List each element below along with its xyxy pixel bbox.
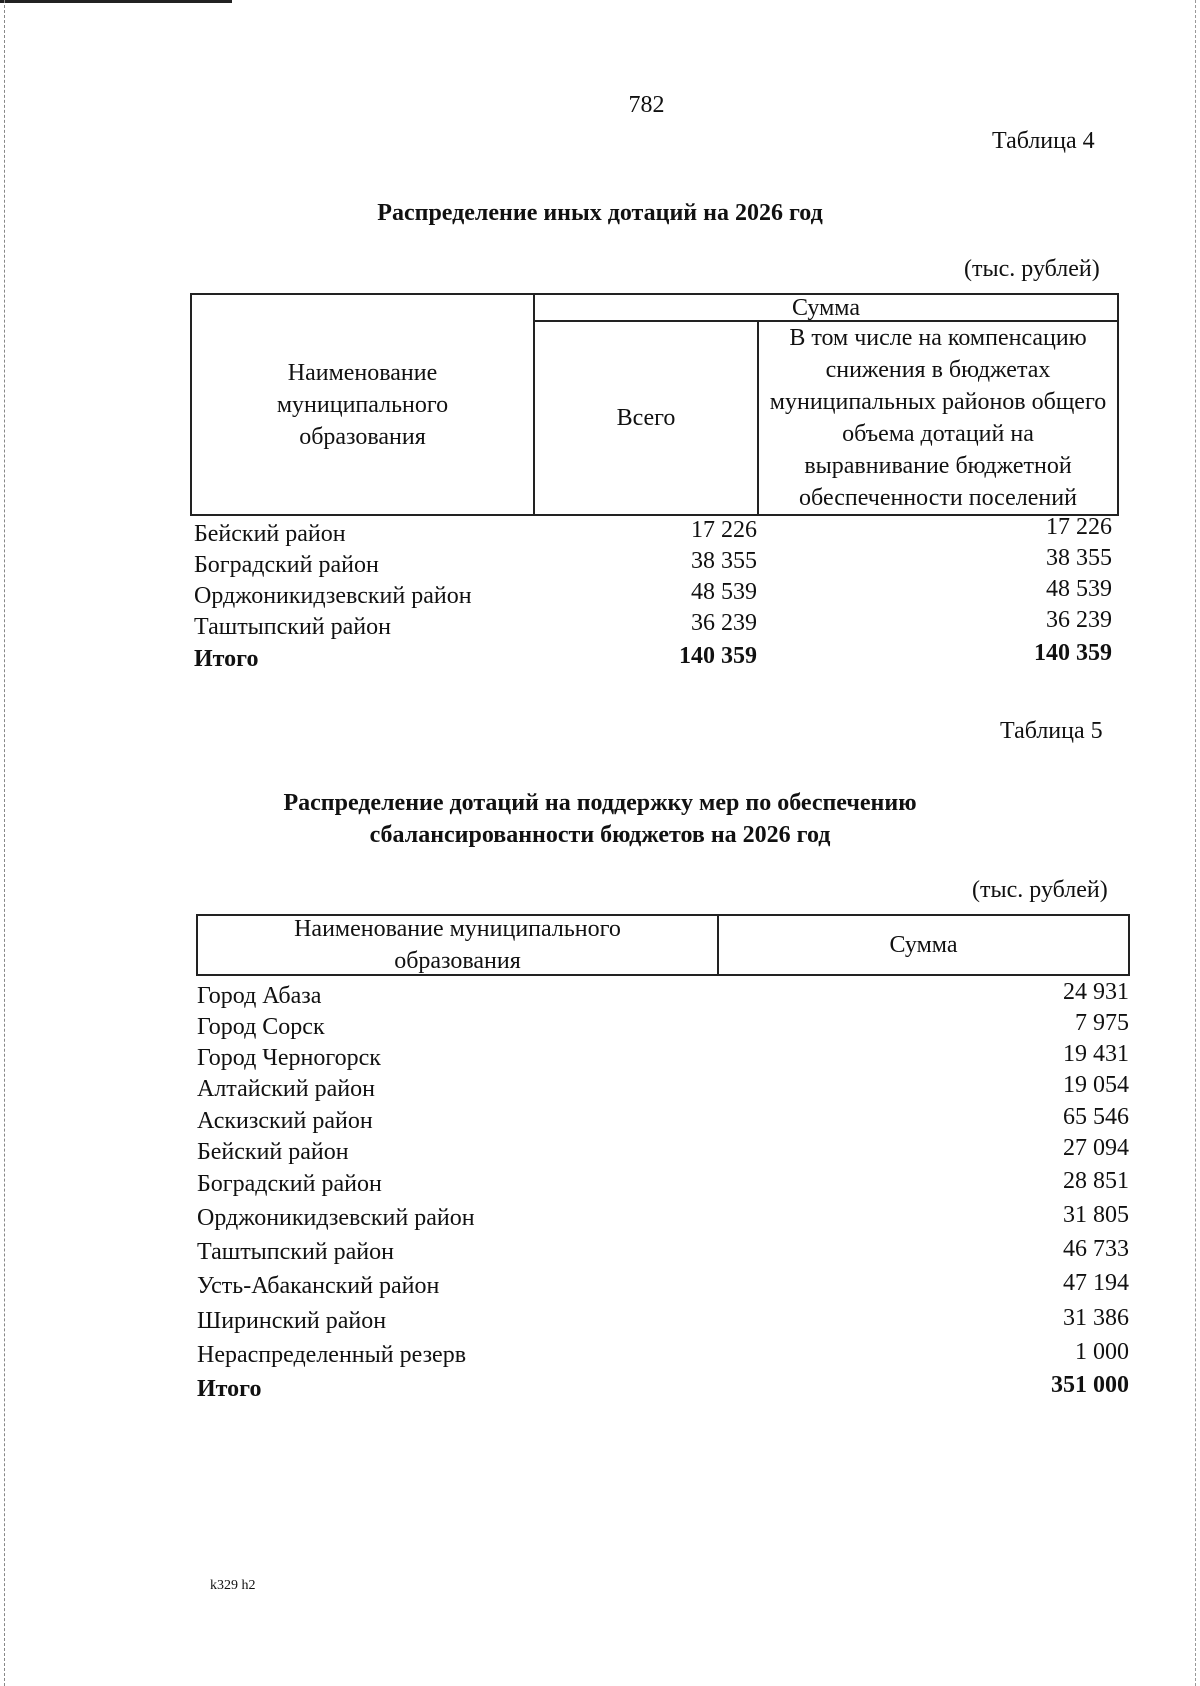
table4-units: (тыс. рублей) [964, 256, 1100, 282]
row-compensation: 48 539 [1046, 576, 1112, 602]
table5-col-name: Наименование муниципального образования [294, 916, 621, 974]
row-sum: 7 975 [1075, 1010, 1129, 1036]
row-total: 17 226 [691, 517, 757, 543]
row-name: Усть-Абаканский район [197, 1273, 440, 1299]
table4-col-compensation: В том числе на компенсацию снижения в бюджетах муниципальных районов общего объема дотаций на выравнивание бюджетной обеспеченности поселений [769, 325, 1107, 511]
row-name: Итого [197, 1376, 262, 1402]
row-sum: 31 386 [1063, 1305, 1129, 1331]
row-sum: 46 733 [1063, 1236, 1129, 1262]
row-name: Боградский район [194, 552, 379, 578]
row-name: Боградский район [197, 1171, 382, 1197]
row-sum: 27 094 [1063, 1135, 1129, 1161]
table5-title-line1: Распределение дотаций на поддержку мер по обеспечению [283, 790, 917, 816]
row-name: Таштыпский район [194, 614, 391, 640]
row-sum: 65 546 [1063, 1104, 1129, 1130]
row-sum: 351 000 [1051, 1372, 1129, 1398]
row-sum: 19 431 [1063, 1041, 1129, 1067]
row-name: Бейский район [194, 521, 346, 547]
row-name: Итого [194, 646, 259, 672]
table4-label: Таблица 4 [992, 128, 1095, 154]
table4-col-name: Наименование муниципального образования [276, 359, 449, 450]
row-name: Аскизский район [197, 1108, 373, 1134]
row-total: 48 539 [691, 579, 757, 605]
row-sum: 24 931 [1063, 979, 1129, 1005]
row-name: Город Сорск [197, 1014, 325, 1040]
footer-code: k329 h2 [210, 1578, 256, 1593]
row-name: Нераспределенный резерв [197, 1342, 467, 1368]
row-total: 38 355 [691, 548, 757, 574]
page-number: 782 [628, 92, 665, 118]
row-name: Таштыпский район [197, 1239, 394, 1265]
table4-col-total: Всего [616, 405, 676, 431]
row-total: 140 359 [679, 643, 757, 669]
table5-units: (тыс. рублей) [972, 877, 1108, 903]
table5-col-sum: Сумма [889, 932, 958, 958]
row-name: Город Абаза [197, 983, 322, 1009]
row-compensation: 36 239 [1046, 607, 1112, 633]
table4-title: Распределение иных дотаций на 2026 год [377, 200, 823, 226]
table5-title-line2: сбалансированности бюджетов на 2026 год [369, 822, 831, 848]
scan-border-top [0, 0, 232, 3]
table5-label: Таблица 5 [1000, 718, 1103, 744]
row-sum: 31 805 [1063, 1202, 1129, 1228]
row-compensation: 17 226 [1046, 514, 1112, 540]
row-name: Орджоникидзевский район [197, 1205, 475, 1231]
row-name: Бейский район [197, 1139, 349, 1165]
row-sum: 19 054 [1063, 1072, 1129, 1098]
row-compensation: 38 355 [1046, 545, 1112, 571]
row-total: 36 239 [691, 610, 757, 636]
row-sum: 28 851 [1063, 1168, 1129, 1194]
table4-col-sum: Сумма [792, 294, 860, 321]
row-compensation: 140 359 [1034, 640, 1112, 666]
row-name: Город Черногорск [197, 1045, 381, 1071]
row-sum: 1 000 [1075, 1339, 1129, 1365]
row-name: Орджоникидзевский район [194, 583, 472, 609]
row-name: Ширинский район [197, 1308, 387, 1334]
row-name: Алтайский район [197, 1076, 375, 1102]
row-sum: 47 194 [1063, 1270, 1129, 1296]
